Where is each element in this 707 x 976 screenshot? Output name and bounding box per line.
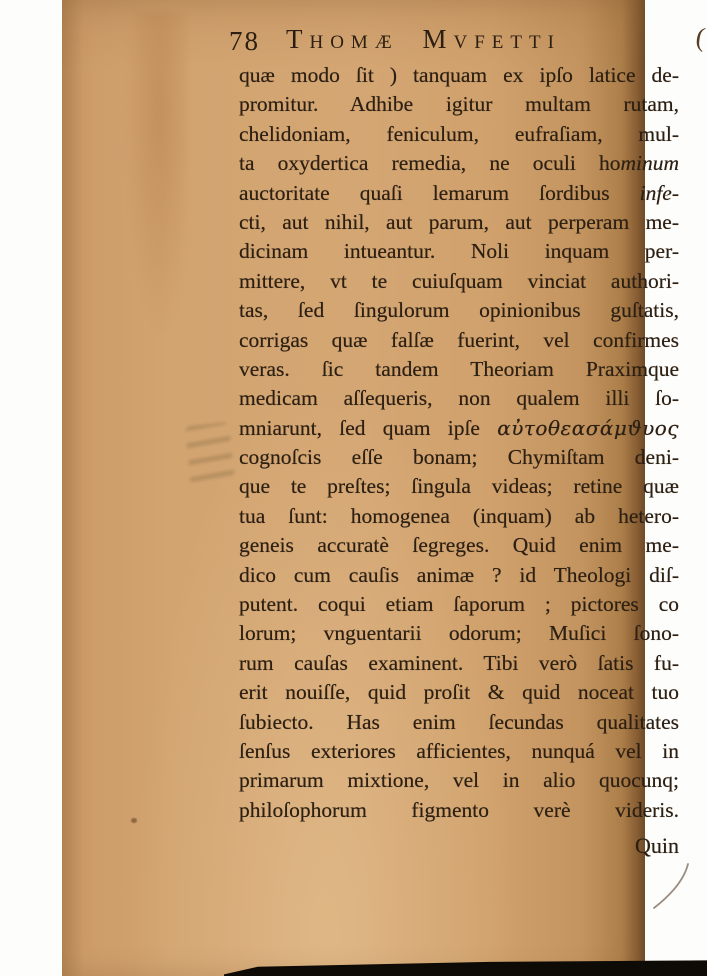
page-number: 78 — [229, 26, 260, 56]
text-line: chelidoniam, feniculum, eufraſiam, mul- — [239, 121, 679, 146]
text-line: mittere, vt te cuiuſquam vinciat authori- — [239, 268, 679, 293]
running-title: Thomæ Mvfetti — [286, 24, 561, 54]
text-line: dico cum cauſis animæ ? id Theologi diſ- — [239, 562, 679, 587]
text-line: mniarunt, ſed quam ipſe αὐτοθεασάμϑυος — [239, 415, 679, 440]
text-line: tua ſunt: homogenea (inquam) ab hetero- — [239, 503, 679, 528]
text-line: primarum mixtione, vel in alio quocunq; — [239, 768, 679, 793]
page-header — [229, 24, 681, 60]
text-line: quæ modo ſit ) tanquam ex ipſo latice de- — [239, 63, 679, 87]
text-line: putent. coqui etiam ſaporum ; pictores co — [239, 592, 679, 617]
text-line: lorum; vnguentarii odorum; Muſici ſono- — [239, 621, 679, 646]
text-line: que te preſtes; ſingula videas; retine quæ — [239, 474, 679, 499]
text-line: cti, aut nihil, aut parum, aut perperam me- — [239, 209, 679, 234]
page-bottom-shadow — [224, 960, 707, 976]
text-line: promitur. Adhibe igitur multam rutam, — [239, 92, 679, 117]
text-line: ſubiecto. Has enim ſecundas qualitates — [239, 709, 679, 734]
pen-flourish — [650, 862, 692, 912]
text-line: philoſophorum figmento verè videris. — [239, 797, 679, 822]
text-line: erit nouiſſe, quid proſit & quid noceat tuo — [239, 680, 679, 705]
paper-speck — [131, 818, 137, 823]
book-page — [62, 0, 707, 976]
text-line: dicinam intueantur. Noli inquam per- — [239, 239, 679, 264]
text-line: corrigas quæ falſæ fuerint, vel confirmes — [239, 327, 679, 352]
text-line: geneis accuratè ſegreges. Quid enim me- — [239, 533, 679, 558]
text-line: ta oxydertica remedia, ne oculi hominum — [239, 151, 679, 176]
paper-stain — [126, 12, 188, 332]
text-line: auctoritate quaſi lemarum ſordibus infe- — [239, 180, 679, 205]
catchword: Quin — [635, 833, 679, 858]
body-text — [239, 61, 679, 825]
text-line: veras. ſic tandem Theoriam Praximque — [239, 356, 679, 381]
text-line: rum cauſas examinent. Tibi verò ſatis fu- — [239, 650, 679, 675]
text-line: cognoſcis eſſe bonam; Chymiſtam deni- — [239, 445, 679, 470]
text-line: medicam aſſequeris, non qualem illi ſo- — [239, 386, 679, 411]
stray-paren-mark: ( — [694, 21, 707, 53]
text-line: tas, ſed ſingulorum opinionibus guſtatis, — [239, 298, 679, 323]
text-line: ſenſus exteriores afficientes, nunquá vel in — [239, 738, 679, 763]
ink-showthrough-mark — [185, 422, 235, 488]
